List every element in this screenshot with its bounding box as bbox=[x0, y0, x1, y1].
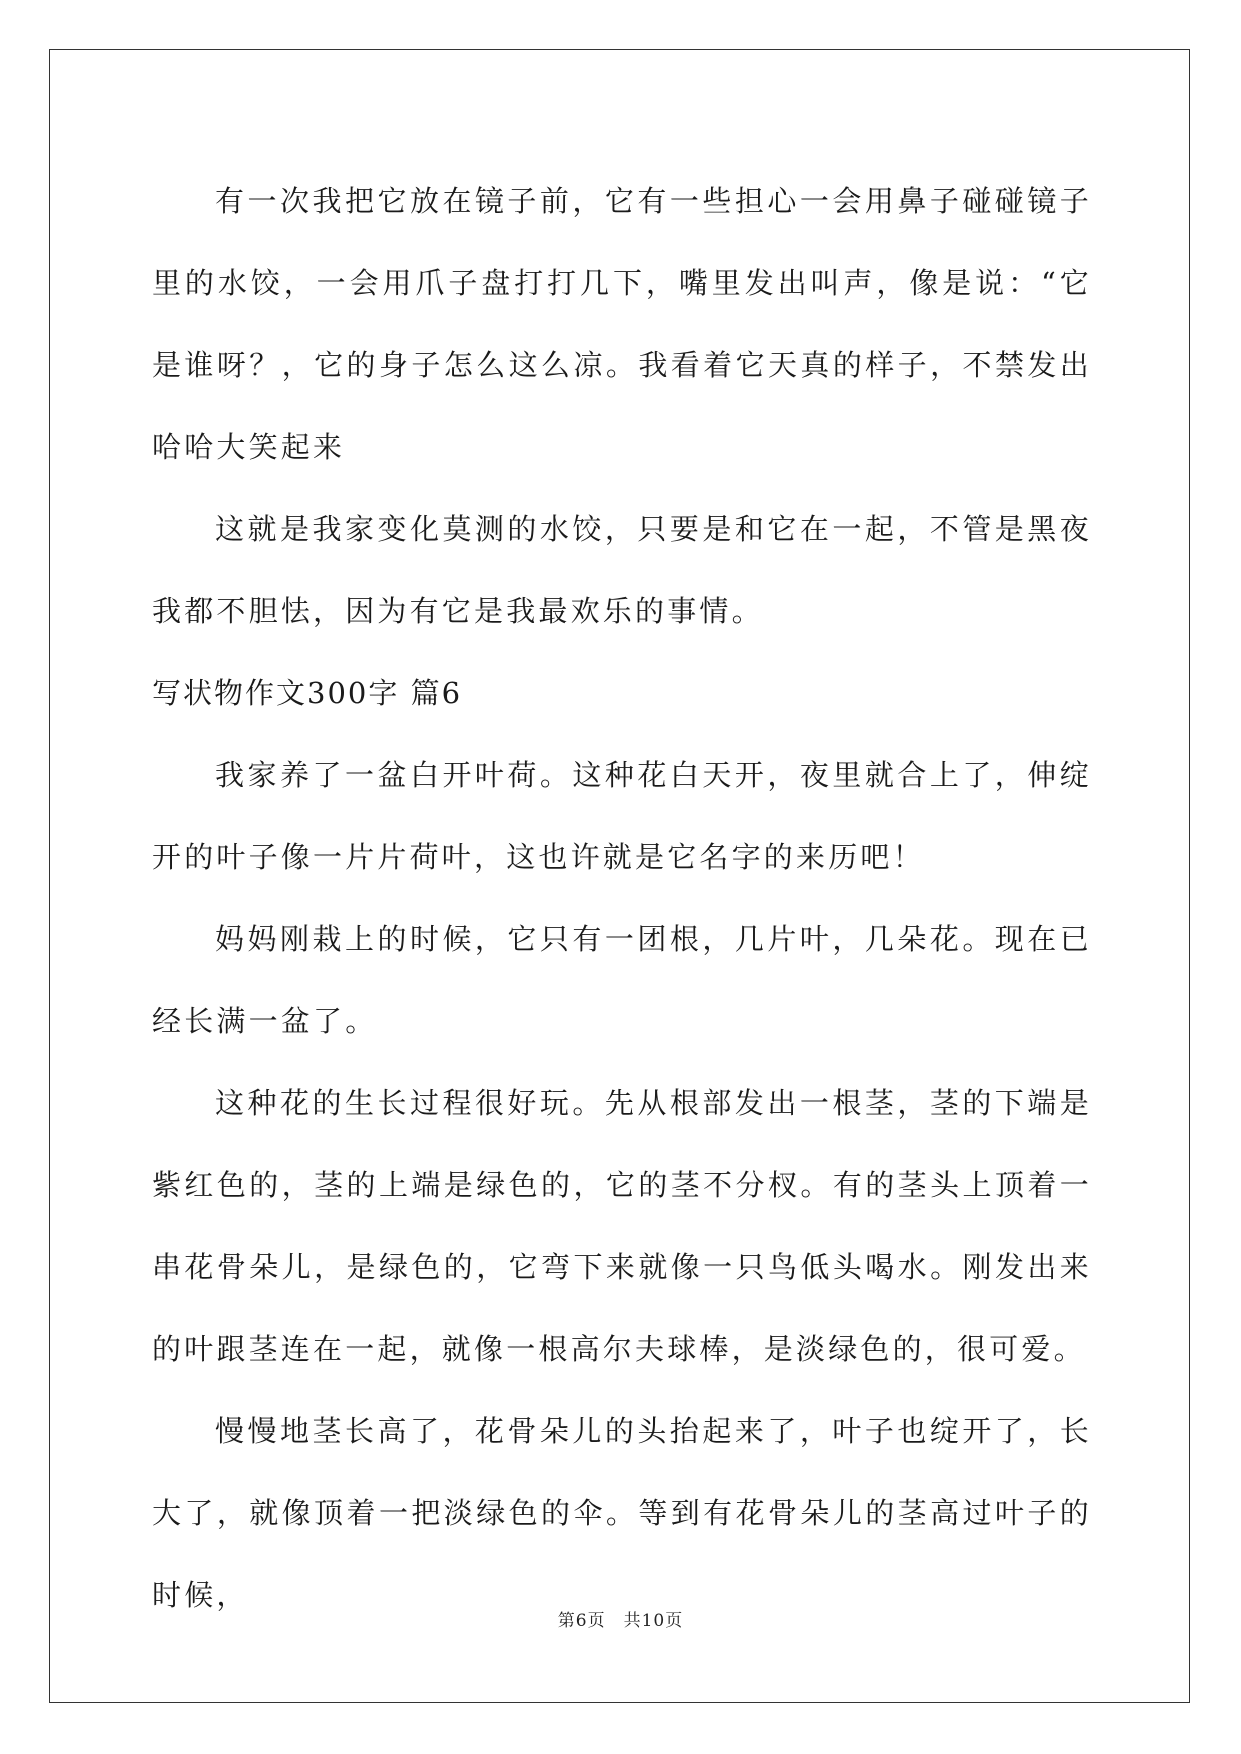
paragraph-intro: 我家养了一盆白开叶荷。这种花白天开，夜里就合上了，伸绽开的叶子像一片片荷叶，这也许就是它名字的来历吧！ bbox=[152, 758, 1092, 874]
section-heading: 写状物作文300字 篇6 bbox=[152, 676, 463, 710]
page-number-footer: 第6页 共10页 bbox=[557, 1611, 684, 1631]
paragraph-mirror: 有一次我把它放在镜子前，它有一些担心一会用鼻子碰碰镜子里的水饺，一会用爪子盘打打几下，嘴里发出叫声，像是说：“它是谁呀？，它的身子怎么这么凉。我看着它天真的样子，不禁发出哈哈大笑起来 bbox=[152, 184, 1092, 464]
paragraph-growth: 这种花的生长过程很好玩。先从根部发出一根茎，茎的下端是紫红色的，茎的上端是绿色的，它的茎不分杈。有的茎头上顶着一串花骨朵儿，是绿色的，它弯下来就像一只鸟低头喝水。刚发出来的叶跟茎连在一起，就像一根高尔夫球棒，是淡绿色的，很可爱。 bbox=[152, 1086, 1092, 1366]
paragraph-leaves: 慢慢地茎长高了，花骨朵儿的头抬起来了，叶子也绽开了，长大了，就像顶着一把淡绿色的伞。等到有花骨朵儿的茎高过叶子的时候， bbox=[152, 1414, 1092, 1612]
paragraph-conclusion: 这就是我家变化莫测的水饺，只要是和它在一起，不管是黑夜我都不胆怯，因为有它是我最欢乐的事情。 bbox=[152, 512, 1092, 628]
document-body bbox=[152, 160, 1092, 1636]
paragraph-planting: 妈妈刚栽上的时候，它只有一团根，几片叶，几朵花。现在已经长满一盆了。 bbox=[152, 922, 1092, 1038]
